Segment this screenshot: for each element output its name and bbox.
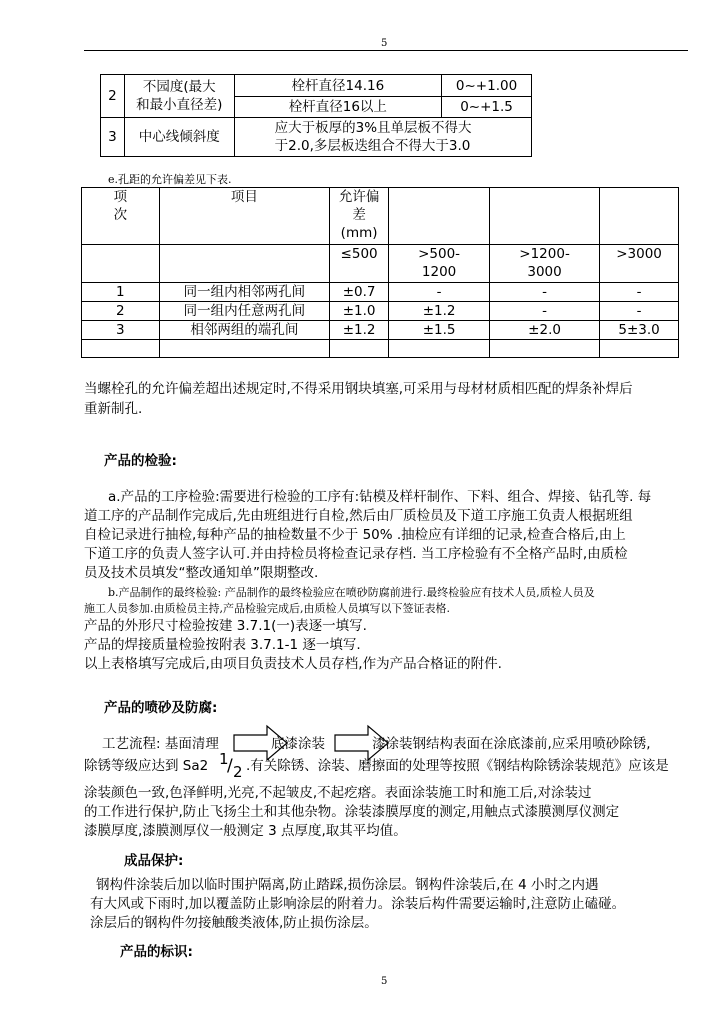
para-final-line: 施工人员参加.由质检员主持,产品检验完成后,由质检人员填写以下签证表格. <box>84 602 450 615</box>
para-coating-line: 涂装颜色一致,色泽鲜明,光亮,不起皱皮,不起疙瘩。表面涂装施工时和施工后,对涂装过 <box>84 785 592 801</box>
para-bolt-line: 当螺栓孔的允许偏差超出述规定时,不得采用钢块填塞,可采用与母材材质相匹配的焊条补焊后 <box>84 381 633 397</box>
table1-item-line: 和最小直径差) <box>136 97 223 113</box>
table2-empty <box>490 340 600 358</box>
bolt-tolerance-table <box>100 74 532 157</box>
heading-inspection: 产品的检验: <box>104 453 177 469</box>
table2-cell: ±2.0 <box>490 321 600 340</box>
table2-row-item: 同一组内相邻两孔间 <box>159 283 329 302</box>
table1-cond: 栓杆直径14.16 <box>234 75 441 97</box>
caption-e: e.孔距的允许偏差见下表. <box>108 173 232 186</box>
table2-header-line: 允许偏 <box>338 189 380 205</box>
table2-empty <box>82 245 160 283</box>
table2-cell: ±1.5 <box>389 321 490 340</box>
para-coating-line: 漆膜厚度,漆膜测厚仪一般测定 3 点厚度,取其平均值。 <box>84 823 407 839</box>
table2-header-no <box>82 188 160 245</box>
table2-cell: - <box>600 283 679 302</box>
table2-empty <box>159 245 329 283</box>
table1-val: 0~+1.00 <box>442 75 532 97</box>
table2-cell: 5±3.0 <box>600 321 679 340</box>
table2-empty <box>330 340 389 358</box>
table1-item: 中心线倾斜度 <box>124 118 234 157</box>
table1-item <box>124 75 234 118</box>
para-coating-line: 的工作进行保护,防止飞扬尘土和其他杂物。涂装漆膜厚度的测定,用触点式漆膜测厚仪测定 <box>84 804 620 820</box>
table1-cond: 栓杆直径16以上 <box>234 97 441 118</box>
table2-range: >500- 1200 <box>389 245 490 283</box>
table2-cell: - <box>389 283 490 302</box>
para-forms-line: 产品的外形尺寸检验按建 3.7.1(一)表逐一填写. <box>84 618 367 634</box>
table2-cell: ±1.2 <box>389 302 490 321</box>
fraction-slash: / <box>227 756 233 776</box>
table2-range: ≤500 <box>330 245 389 283</box>
table1-desc <box>234 118 531 157</box>
table1-val: 0~+1.5 <box>442 97 532 118</box>
process-line2-b: .有关除锈、涂装、磨擦面的处理等按照《钢结构除锈涂装规范》应该是 <box>246 758 669 774</box>
table2-cell: ±1.2 <box>330 321 389 340</box>
process-step3: 漆涂装钢结构表面在涂底漆前,应采用喷砂除锈, <box>372 736 651 752</box>
para-inspection-line: 下道工序的负责人签字认可.并由持检员将检查记录存档. 当工序检验有不全格产品时,由质检 <box>84 546 628 562</box>
table2-row-no: 1 <box>82 283 160 302</box>
para-protect-line: 钢构件涂装后加以临时围护隔离,防止踏踩,损伤涂层。钢构件涂装后,在 4 小时之内遇 <box>96 877 599 893</box>
table2-empty <box>159 340 329 358</box>
table2-row-item: 同一组内任意两孔间 <box>159 302 329 321</box>
para-inspection-line: 道工序的产品制作完成后,先由班组进行自检,然后由厂质检员及下道工序施工负责人根据班组 <box>84 508 633 524</box>
table2-range: >3000 <box>600 245 679 283</box>
page-number-top: 5 <box>381 38 388 49</box>
table2-cell: - <box>490 283 600 302</box>
table2-row-no: 3 <box>82 321 160 340</box>
para-inspection-line: a.产品的工序检验:需要进行检验的工序有:钻模及样杆制作、下料、组合、焊接、钻孔等. 每 <box>108 489 652 505</box>
table2-empty <box>82 340 160 358</box>
table1-desc-line: 应大于板厚的3%且单层板不得大 <box>274 120 472 136</box>
table2-header-item: 项目 <box>159 188 329 245</box>
heading-blast: 产品的喷砂及防腐: <box>104 700 218 716</box>
table1-desc-line: 于2.0,多层板迭组合不得大于3.0 <box>274 138 471 154</box>
table1-item-line: 不园度(最大 <box>142 79 216 95</box>
table2-header-line: 差 <box>352 207 366 223</box>
heading-protect: 成品保护: <box>124 853 184 869</box>
process-label: 工艺流程: 基面清理 <box>102 736 219 752</box>
table2-header-line: (mm) <box>340 225 378 241</box>
table2-header-tol <box>330 188 389 245</box>
table2-empty <box>600 188 679 245</box>
para-inspection-line: 员及技术员填发“整改通知单”限期整改. <box>84 565 319 581</box>
para-protect-line: 有大风或下雨时,加以覆盖防止影响涂层的附着力。涂装后构件需要运输时,注意防止磕碰。 <box>90 896 626 912</box>
process-step2: 底漆涂装 <box>271 736 325 752</box>
process-line2-a: 除锈等级应达到 Sa2 <box>84 758 209 774</box>
table2-cell: - <box>490 302 600 321</box>
table2-empty <box>389 340 490 358</box>
hole-spacing-table <box>81 187 679 358</box>
header-rule <box>84 50 688 51</box>
table1-row-no: 3 <box>101 118 125 157</box>
table2-cell: - <box>600 302 679 321</box>
table2-cell: ±1.0 <box>330 302 389 321</box>
table2-cell: ±0.7 <box>330 283 389 302</box>
table1-row-no: 2 <box>101 75 125 118</box>
page-number-bottom: 5 <box>381 976 388 987</box>
table2-row-no: 2 <box>82 302 160 321</box>
para-final-line: b.产品制作的最终检验: 产品制作的最终检验应在喷砂防腐前进行.最终检验应有技术人员,质检人员及 <box>108 586 595 599</box>
para-inspection-line: 自检记录进行抽检,每种产品的抽检数量不少于 50% .抽检应有详细的记录,检查合格后,由上 <box>84 527 626 543</box>
heading-mark: 产品的标识: <box>120 944 193 960</box>
table2-empty <box>490 188 600 245</box>
para-forms-line: 以上表格填写完成后,由项目负责技术人员存档,作为产品合格证的附件. <box>84 656 502 672</box>
table2-header-line: 次 <box>113 207 128 223</box>
table2-row-item: 相邻两组的端孔间 <box>159 321 329 340</box>
fraction-numerator: 1 <box>219 750 229 768</box>
para-protect-line: 涂层后的钢构件勿接触酸类液体,防止损伤涂层。 <box>90 915 378 931</box>
para-bolt-line: 重新制孔. <box>84 401 143 417</box>
fraction-denominator: 2 <box>233 763 243 781</box>
table2-header-line: 项 <box>113 189 128 205</box>
para-forms-line: 产品的焊接质量检验按附表 3.7.1-1 逐一填写. <box>84 637 361 653</box>
table2-empty <box>600 340 679 358</box>
table2-range: >1200- 3000 <box>490 245 600 283</box>
table2-empty <box>389 188 490 245</box>
